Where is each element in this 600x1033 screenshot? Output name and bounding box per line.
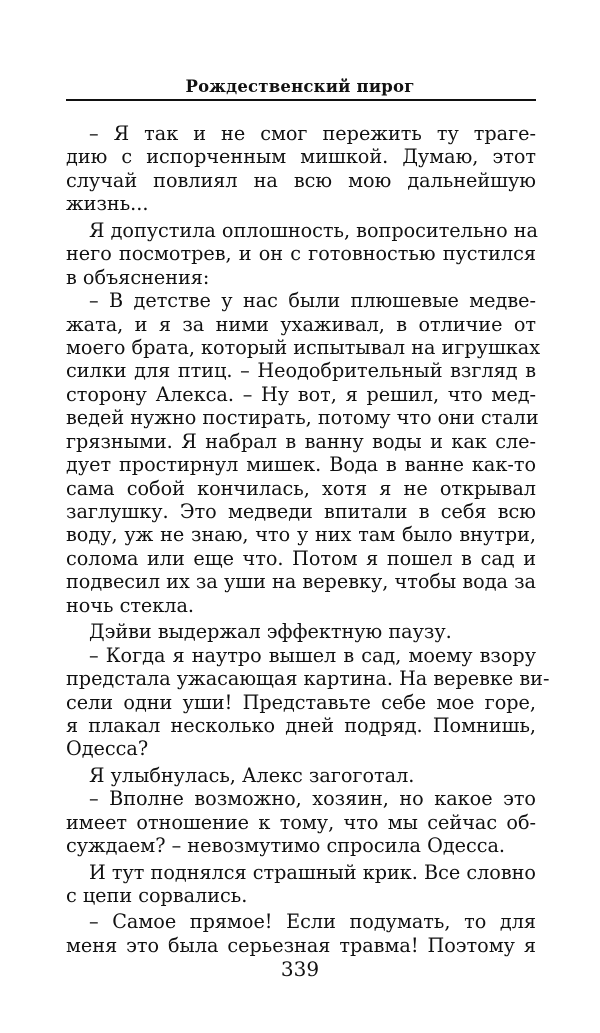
text-line: воду, уж не знаю, что у них там было внутри, [66,523,536,547]
text-line: – Когда я наутро вышел в сад, моему взору [89,643,536,667]
text-line: я плакал несколько дней подряд. Помнишь, [66,713,536,737]
text-line: имеет отношение к тому, что мы сейчас об- [66,810,536,834]
text-line: ночь стекла. [66,593,195,617]
text-line: – В детстве у нас были плюшевые медве- [89,289,536,313]
text-line: И тут поднялся страшный крик. Все словно [89,860,536,884]
text-line: в объяснения: [66,265,210,289]
text-line: – Я так и не смог пережить ту траге- [89,122,536,145]
text-line: дию с испорченным мишкой. Думаю, этот [66,145,536,169]
text-line: с цепи сорвались. [66,884,248,907]
text-line: Одесса? [66,737,149,761]
text-line: сторону Алекса. – Ну вот, я решил, что мед- [66,382,536,406]
text-line: сама собой кончилась, хотя я не открывал [66,476,536,500]
text-line: – Вполне возможно, хозяин, но какое это [89,787,536,811]
text-line: ведей нужно постирать, потому что они стали [66,406,539,430]
text-line: предстала ужасающая картина. На веревке ви- [66,667,550,691]
text-line: случай повлиял на всю мою дальнейшую [66,168,536,192]
page-number: 339 [280,957,320,981]
text-line: сели одни уши! Представьте себе мое горе, [66,690,536,714]
text-line: меня это была серьезная травма! Поэтому я [66,933,536,957]
text-line: моего брата, который испытывал на игрушках [66,335,541,359]
text-line: подвесил их за уши на веревку, чтобы вода за [66,570,536,594]
text-line: грязными. Я набрал в ванну воды и как сле- [66,429,536,453]
text-line: суждаем? – невозмутимо спросила Одесса. [66,834,506,858]
text-line: жата, и я за ними ухаживал, в отличие от [66,312,536,336]
text-line: Я улыбнулась, Алекс загоготал. [89,763,415,787]
text-line: солома или еще что. Потом я пошел в сад и [66,546,536,570]
text-line: – Самое прямое! Если подумать, то для [89,910,536,934]
header-rule [66,99,536,101]
text-line: жизнь... [66,192,149,216]
text-line: силки для птиц. – Неодобрительный взгляд в [66,359,536,383]
running-header: Рождественский пирог [185,77,415,96]
text-line: Я допустила оплошность, вопросительно на [89,218,538,242]
body-text [66,122,550,957]
text-line: дует простирнул мишек. Вода в ванне как-то [66,453,536,477]
text-line: заглушку. Это медведи впитали в себя всю [66,500,536,523]
text-line: него посмотрев, и он с готовностью пустился [66,242,536,266]
text-line: Дэйви выдержал эффектную паузу. [89,620,452,644]
